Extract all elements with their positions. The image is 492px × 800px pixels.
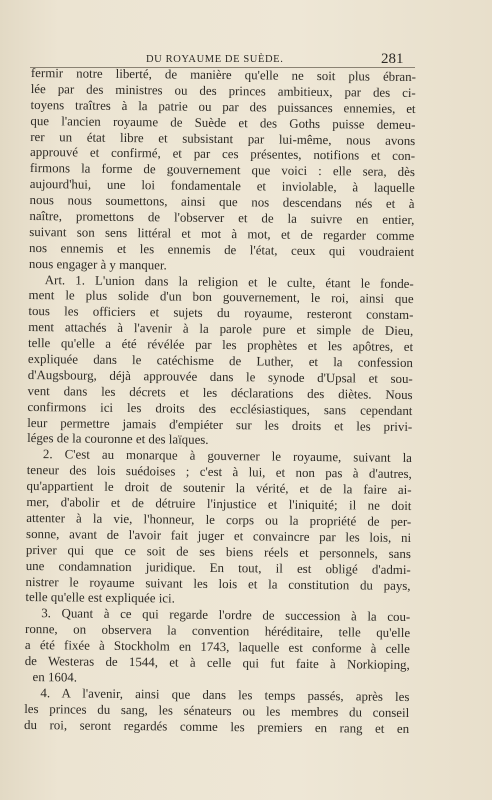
text-line: nous engager à y manquer. bbox=[28, 256, 167, 273]
text-line: fermir notre liberté, de manière qu'elle ne soit plus ébran- bbox=[30, 66, 416, 85]
text-line: mer, d'abolir et de détruire l'injustice et l'iniquité; il ne doit bbox=[26, 495, 412, 514]
text-line: 4. A l'avenir, ainsi que dans les temps passés, après les bbox=[40, 685, 410, 704]
text-line: nos ennemis et les ennemis de l'état, ceux qui voudraient bbox=[29, 240, 415, 259]
text-line: approuvé et confirmé, et par ces présentes, notifions et con- bbox=[30, 145, 416, 164]
running-title: DU ROYAUME DE SUÈDE. bbox=[146, 54, 284, 65]
text-line: en 1604. bbox=[32, 669, 78, 685]
text-line: qu'appartient le droit de soutenir la vérité, et de la faire ai- bbox=[26, 479, 412, 498]
text-line: sonne, avant de l'avoir fait juger et convaincre par les lois, ni bbox=[26, 526, 412, 545]
text-line: firmons la forme de gouvernement que voici : elle sera, dès bbox=[29, 161, 415, 180]
text-line: 3. Quant à ce qui regarde l'ordre de succession à la cou- bbox=[41, 606, 411, 625]
text-line: leur permettre jamais d'empiéter sur les droits et les privi- bbox=[27, 415, 413, 434]
text-line: nistrer le royaume suivant les lois et la constitution du pays, bbox=[25, 574, 411, 593]
text-line: rer un état libre et subsistant par lui-même, nous avons bbox=[30, 129, 416, 148]
text-line: d'Augsbourg, déjà approuvée dans le synode d'Upsal et sou- bbox=[27, 367, 413, 386]
text-line: expliquée dans le catéchisme de Luther, et la confession bbox=[27, 352, 413, 371]
text-line: 2. C'est au monarque à gouverner le royaume, suivant la bbox=[42, 447, 412, 466]
text-line: que l'ancien royaume de Suède et des Goths puisse demeu- bbox=[30, 113, 416, 132]
text-line: ment le plus solide d'un bon gouvernement, le roi, ainsi que bbox=[28, 288, 414, 307]
text-line: tous les officiers et sujets du royaume, resteront constam- bbox=[28, 304, 414, 323]
text-line: teneur des lois suédoises ; c'est à lui, et non pas à d'autres, bbox=[26, 463, 412, 482]
text-line: suivant son sens littéral et mot à mot, et de regarder comme bbox=[29, 224, 415, 243]
text-line: telle qu'elle a été révélée par les prophètes et les apôtres, et bbox=[28, 336, 414, 355]
text-line: aujourd'hui, une loi fondamentale et inviolable, à laquelle bbox=[29, 177, 415, 196]
page-number: 281 bbox=[381, 51, 404, 67]
body-text bbox=[24, 66, 416, 737]
text-line: ment attachés à l'avenir à la parole pure et simple de Dieu, bbox=[28, 320, 414, 339]
text-line: léges de la couronne et des laïques. bbox=[27, 431, 209, 448]
text-line: telle qu'elle est expliquée ici. bbox=[25, 590, 175, 606]
text-line: nous nous soumettons, ainsi que nos descendans nés et à bbox=[29, 193, 415, 212]
text-line: attenter à la vie, l'honneur, le corps ou la propriété de per- bbox=[26, 510, 412, 529]
text-line: du roi, seront regardés comme les premiers en rang et en bbox=[24, 717, 410, 736]
text-line: une condamnation juridique. En tout, il est obligé d'admi- bbox=[25, 558, 411, 577]
text-line: les princes du sang, les sénateurs ou les membres du conseil bbox=[24, 701, 410, 720]
text-line: de Westeras de 1544, et à celle qui fut faite à Norkioping, bbox=[24, 653, 410, 672]
text-line: vent dans les décrets et les déclarations des diètes. Nous bbox=[27, 383, 413, 402]
text-line: priver qui que ce soit de ses biens réels et personnels, sans bbox=[25, 542, 411, 561]
text-line: confirmons ici les droits des ecclésiastiques, sans cependant bbox=[27, 399, 413, 418]
text-line: toyens traîtres à la patrie ou par des puissances ennemies, et bbox=[30, 97, 416, 116]
text-line: a été fixée à Stockholm en 1743, laquelle est conforme à celle bbox=[24, 638, 410, 657]
text-line: ronne, on observera la convention héréditaire, telle qu'elle bbox=[25, 622, 411, 641]
text-line: naître, promettons de l'observer et de la suivre en entier, bbox=[29, 209, 415, 228]
text-line: lée par des ministres ou des princes ambitieux, par des ci- bbox=[30, 81, 416, 100]
text-line: Art. 1. L'union dans la religion et le culte, étant le fonde- bbox=[44, 272, 414, 291]
